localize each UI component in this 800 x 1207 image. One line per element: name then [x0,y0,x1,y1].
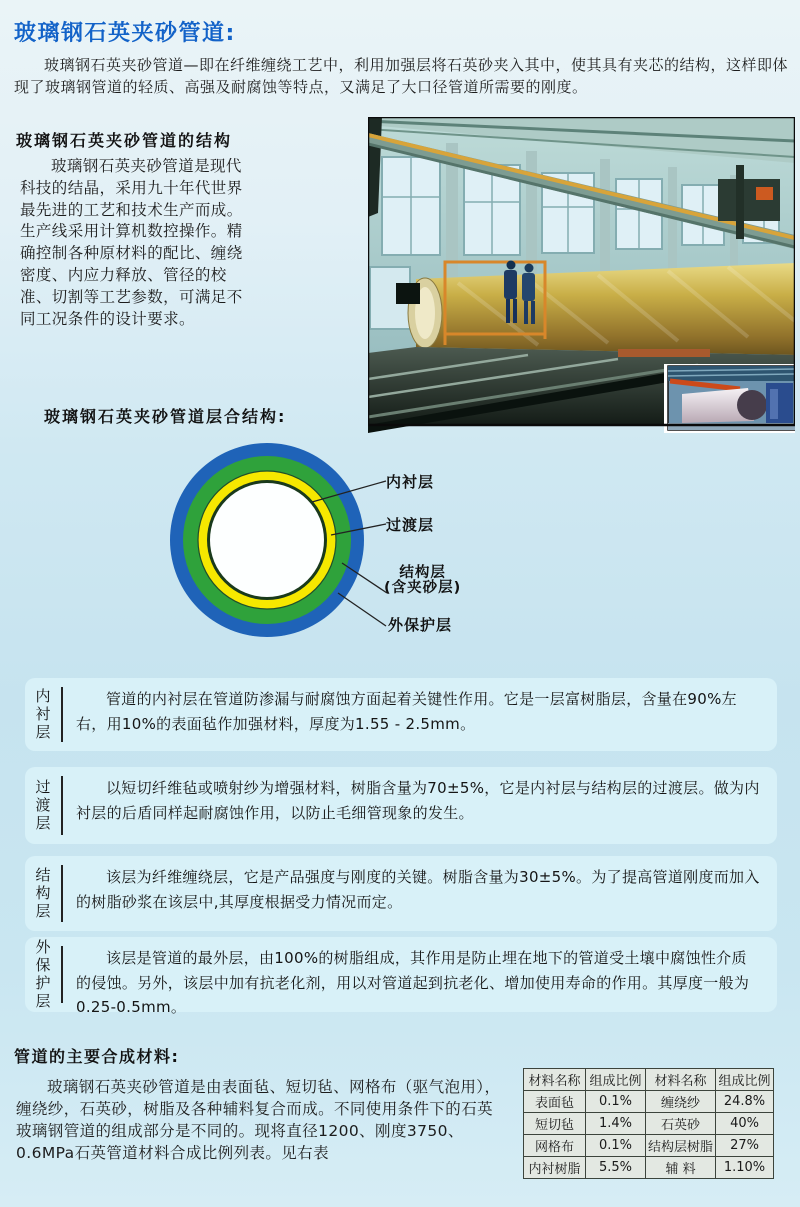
structure-section-heading: 玻璃钢石英夹砂管道的结构 [16,131,233,150]
materials-section-paragraph: 玻璃钢石英夹砂管道是由表面毡、短切毡、网格布（驱气泡用），缠绕纱，石英砂，树脂及各种辅料复合而成。不同使用条件下的石英玻璃钢管道的组成部分是不同的。现将直径1200、刚度3750、0.6MPa石英管道材料合成比例列表。见右表 [16,1078,501,1162]
table-cell: 40% [716,1113,774,1135]
table-cell: 27% [716,1135,774,1157]
materials-section-heading: 管道的主要合成材料: [14,1047,180,1066]
callout-outer-protective: 外保护层 [388,616,453,634]
pipe-bore [210,483,324,597]
table-cell: 缠绕纱 [646,1091,716,1113]
table-header-cell: 组成比例 [586,1069,646,1091]
table-cell: 1.4% [586,1113,646,1135]
callout-structural-layer [384,566,461,596]
table-header-cell: 组成比例 [716,1069,774,1091]
page-title: 玻璃钢石英夹砂管道: [14,21,236,46]
table-cell: 结构层树脂 [646,1135,716,1157]
table-cell: 表面毡 [524,1091,586,1113]
table-cell: 0.1% [586,1135,646,1157]
inset-photo [664,364,795,433]
table-cell: 网格布 [524,1135,586,1157]
table-cell: 内衬树脂 [524,1157,586,1179]
table-header-row [524,1069,774,1091]
table-cell: 短切毡 [524,1113,586,1135]
layer-band-label: 外保护层 [33,938,52,1011]
factory-photo-art [368,117,795,433]
table-cell: 5.5% [586,1157,646,1179]
callout-structural-line1: 结构层 [399,565,446,581]
layer-band-text: 以短切纤维毡或喷射纱为增强材料，树脂含量为70±5%，它是内衬层与结构层的过渡层。做为内衬层的后盾同样起耐腐蚀作用，以防止毛细管现象的发生。 [76,779,760,822]
callout-structural-line2: (含夹砂层) [384,580,462,596]
layer-band-label: 结构层 [33,866,52,921]
structure-section-paragraph: 玻璃钢石英夹砂管道是现代科技的结晶，采用九十年代世界最先进的工艺和技术生产而成。生产线采用计算机数控操作。精确控制各种原材料的配比、缠绕密度、内应力释放、管径的校准、切割等工艺参数，可满足不同工况条件的设计要求。 [20,157,243,328]
table-cell: 24.8% [716,1091,774,1113]
layer-band-inner-liner [25,678,777,751]
callout-transition-layer: 过渡层 [386,516,435,534]
table-cell: 辅 料 [646,1157,716,1179]
layer-band-text: 管道的内衬层在管道防渗漏与耐腐蚀方面起着关键性作用。它是一层富树脂层，含量在90%左右，用10%的表面毡作加强材料，厚度为1.55 - 2.5mm。 [76,690,737,733]
layer-band-outer-protective [25,937,777,1016]
intro-paragraph: 玻璃钢石英夹砂管道—即在纤维缠绕工艺中，利用加强层将石英砂夹入其中，使其具有夹芯的结构，这样即体现了玻璃钢管道的轻质、高强及耐腐蚀等特点，又满足了大口径管道所需要的刚度。 [14,56,789,96]
layer-band-transition [25,767,777,844]
table-cell: 0.1% [586,1091,646,1113]
table-cell: 1.10% [716,1157,774,1179]
table-header-cell: 材料名称 [524,1069,586,1091]
table-row [524,1157,774,1179]
layer-band-text: 该层是管道的最外层，由100%的树脂组成，其作用是防止埋在地下的管道受土壤中腐蚀性介质的侵蚀。另外，该层中加有抗老化剂，用以对管道起到抗老化、增加使用寿命的作用。其厚度一般为0.25-0.5mm。 [76,949,750,1016]
layer-band-text: 该层为纤维缠绕层，它是产品强度与刚度的关键。树脂含量为30±5%。为了提高管道刚度而加入的树脂砂浆在该层中,其厚度根据受力情况而定。 [76,868,760,911]
layer-band-label: 过渡层 [33,778,52,833]
diagram-heading: 玻璃钢石英夹砂管道层合结构: [44,407,287,426]
table-row [524,1113,774,1135]
layer-band-label: 内衬层 [33,687,52,742]
table-cell: 石英砂 [646,1113,716,1135]
materials-table [523,1068,774,1179]
callout-inner-liner: 内衬层 [386,473,435,491]
table-row [524,1091,774,1113]
layer-band-structural [25,856,777,931]
factory-photo [368,117,795,433]
pipe-cross-section-diagram [0,430,800,668]
table-header-cell: 材料名称 [646,1069,716,1091]
table-row [524,1135,774,1157]
